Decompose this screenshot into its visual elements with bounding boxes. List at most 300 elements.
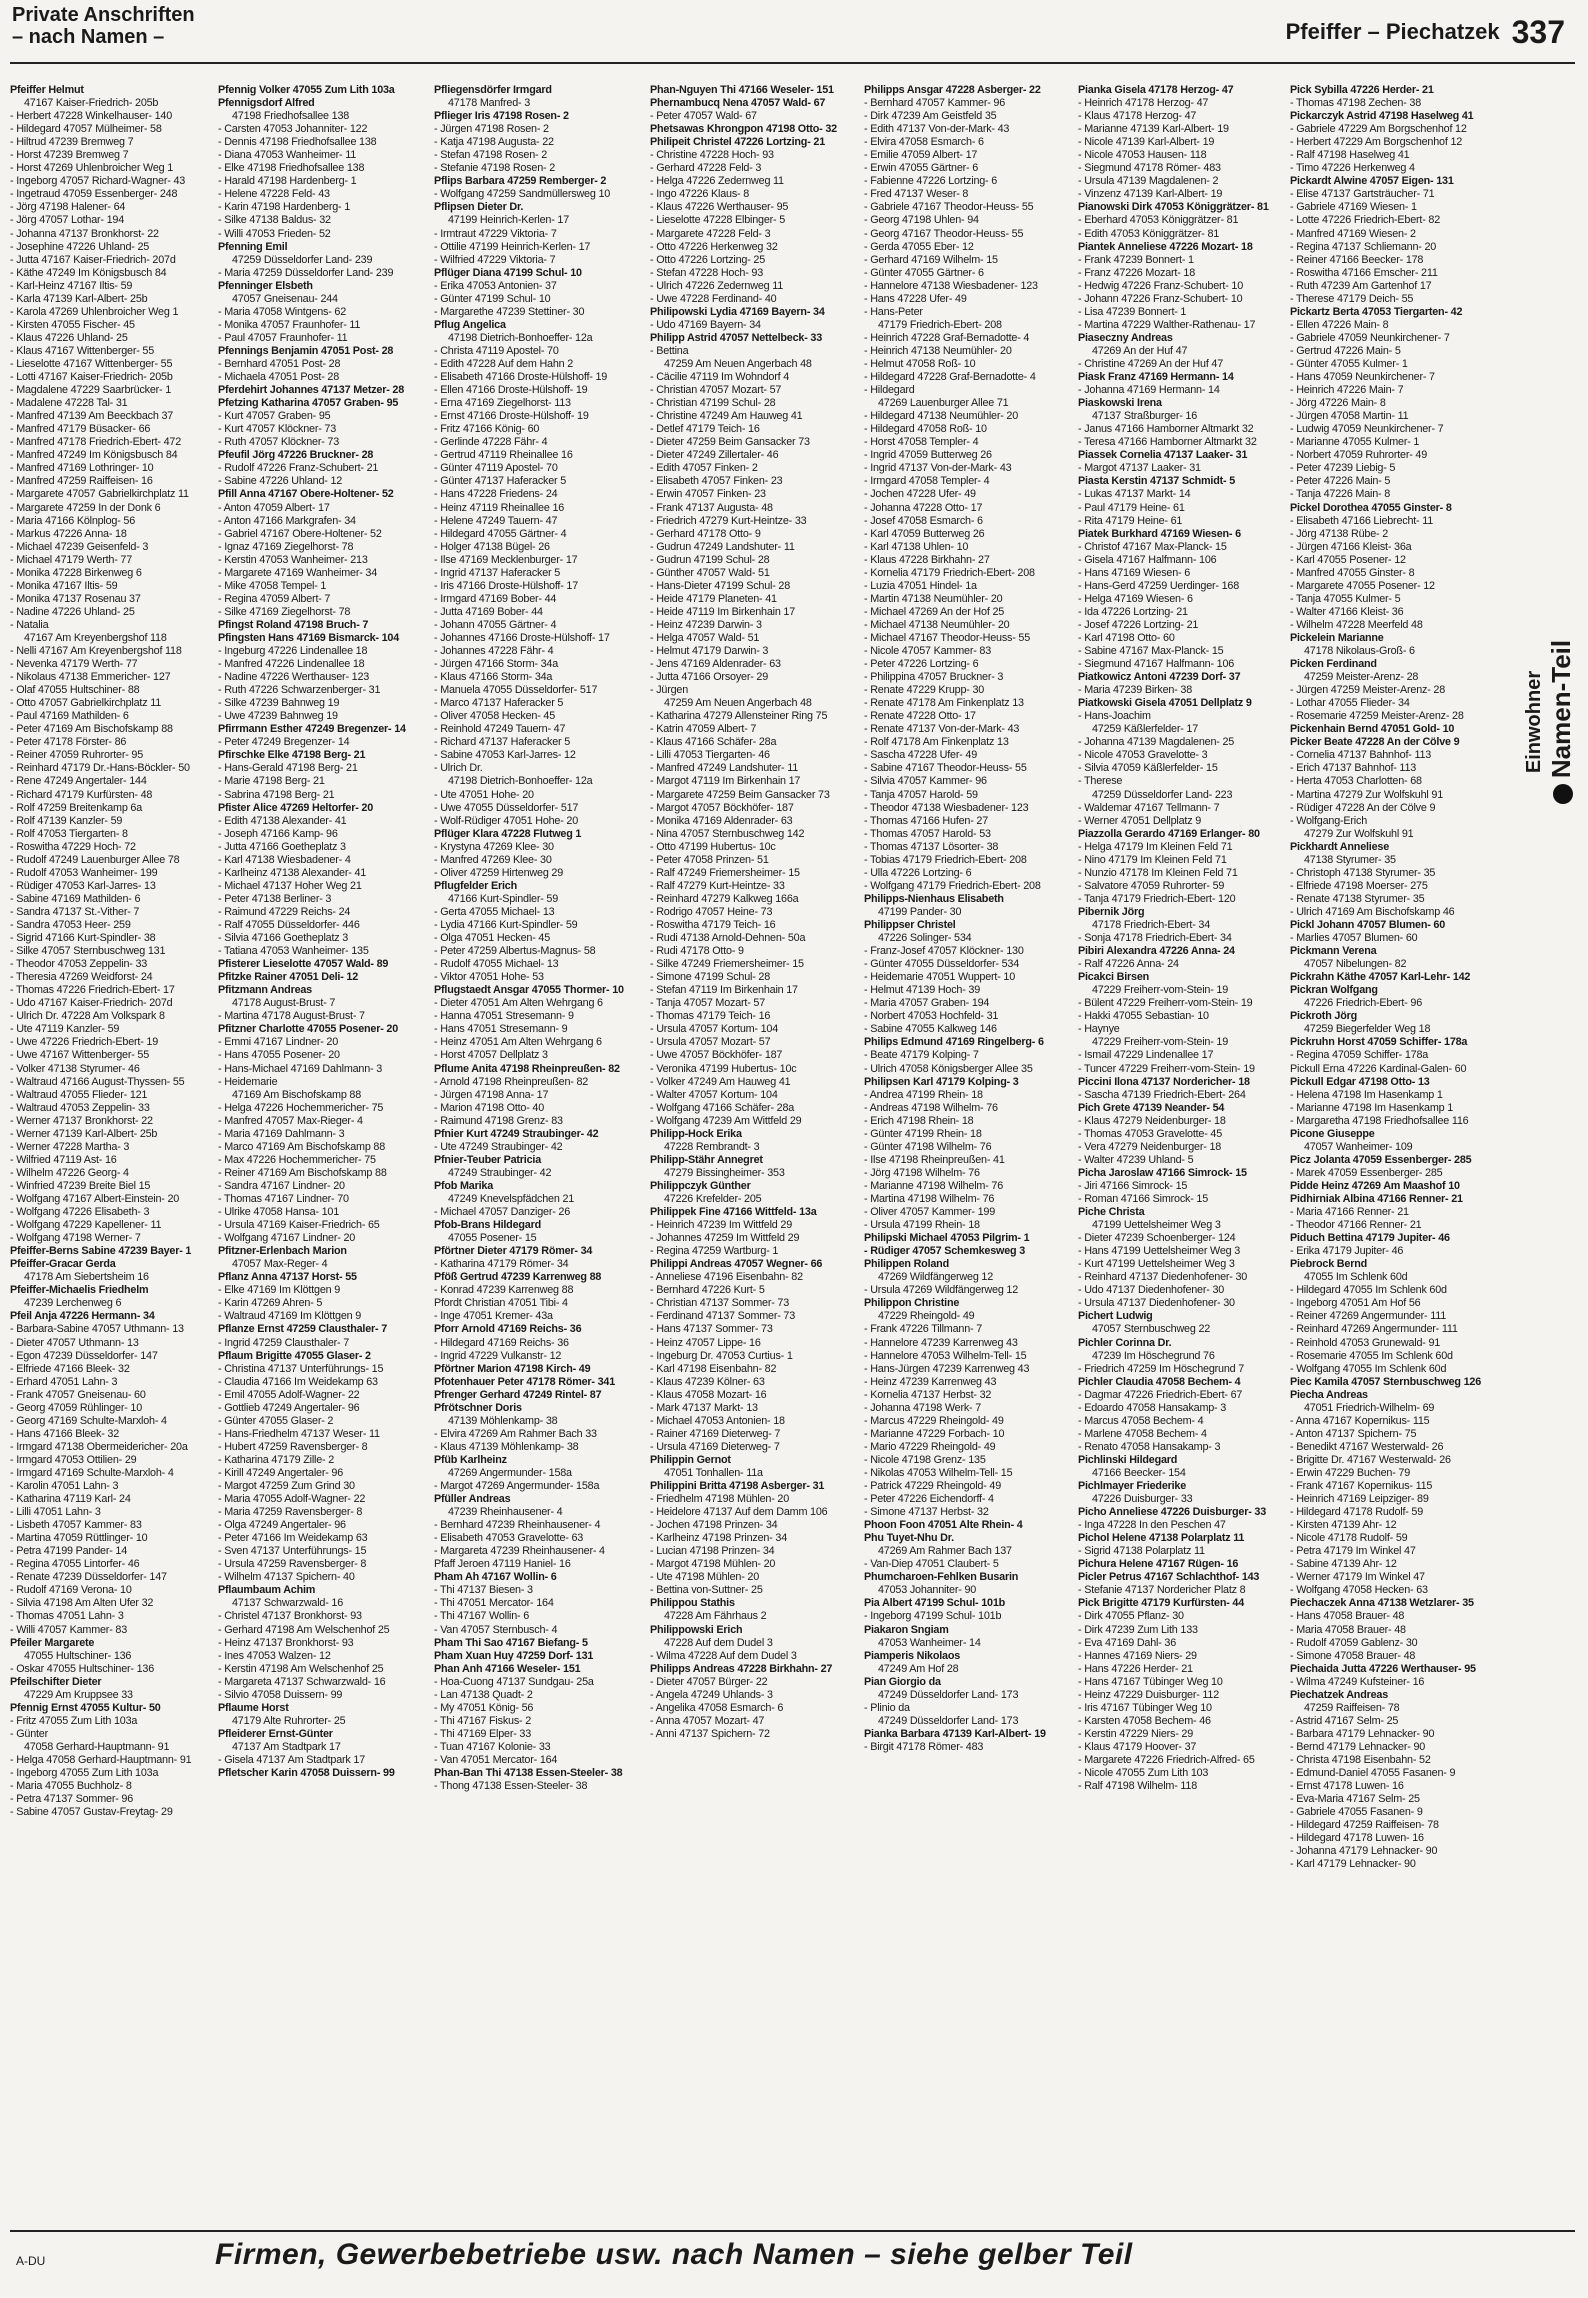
directory-entry-surname: Piche Christa — [1078, 1206, 1145, 1219]
directory-entry: - Sascha 47139 Friedrich-Ebert- 264 — [1078, 1088, 1246, 1101]
directory-entry: - Hildegard 47169 Reichs- 36 — [434, 1336, 569, 1349]
directory-entry-surname: Pichler Claudia 47058 Bechem- 4 — [1078, 1375, 1241, 1388]
directory-entry: 47229 Freiherr-vom-Stein- 19 — [1092, 1036, 1229, 1049]
directory-entry: - Sandra 47137 St.-Vither- 7 — [10, 905, 140, 918]
directory-entry: 47259 Am Neuen Angerbach 48 — [664, 697, 812, 710]
directory-entry: - Ingo 47226 Klaus- 8 — [650, 188, 750, 201]
directory-entry-surname: Piduch Bettina 47179 Jupiter- 46 — [1290, 1232, 1450, 1245]
directory-entry: - Ida 47226 Lortzing- 21 — [1078, 605, 1188, 618]
directory-entry: - Hubert 47259 Ravensberger- 8 — [218, 1440, 368, 1453]
directory-entry: - Silke 47169 Ziegelhorst- 78 — [218, 605, 351, 618]
directory-entry: - Jürgen — [650, 684, 689, 697]
directory-entry: - Helga 47057 Wald- 51 — [650, 631, 760, 644]
directory-entry: - Wolfgang 47058 Hecken- 63 — [1290, 1584, 1428, 1597]
directory-entry: - Günter 47055 Gärtner- 6 — [864, 266, 984, 279]
directory-entry: - Vinzenz 47139 Karl-Albert- 19 — [1078, 188, 1223, 201]
directory-entry: - Katrin 47059 Albert- 7 — [650, 723, 757, 736]
directory-entry-surname: Piaseczny Andreas — [1078, 331, 1173, 344]
directory-entry: - Arnold 47198 Rheinpreußen- 82 — [434, 1075, 589, 1088]
directory-entry: Pfordt Christian 47051 Tibi- 4 — [434, 1297, 568, 1310]
directory-entry: - Oliver 47057 Kammer- 199 — [864, 1206, 996, 1219]
directory-entry: - Josef 47058 Esmarch- 6 — [864, 514, 983, 527]
directory-entry: - Roswitha 47166 Emscher- 211 — [1290, 266, 1438, 279]
directory-entry: - Rene 47249 Angertaler- 144 — [10, 775, 147, 788]
directory-entry: - Iris 47166 Droste-Hülshoff- 17 — [434, 579, 579, 592]
directory-entry: 47167 Am Kreyenbergshof 118 — [24, 631, 167, 644]
directory-entry-surname: Piasta Kerstin 47137 Schmidt- 5 — [1078, 475, 1236, 488]
directory-entry: 47058 Gerhard-Hauptmann- 91 — [24, 1740, 170, 1753]
directory-entry: - Reiner 47169 Am Bischofskamp 88 — [218, 1166, 387, 1179]
directory-entry: - Emmi 47167 Lindner- 20 — [218, 1036, 339, 1049]
directory-entry: - Erwin 47057 Finken- 23 — [650, 488, 766, 501]
directory-entry: - Marek 47059 Essenberger- 285 — [1290, 1166, 1443, 1179]
directory-entry: - Marie 47198 Berg- 21 — [218, 775, 325, 788]
directory-entry: - Stefan 47119 Im Birkenhain 17 — [650, 984, 798, 997]
directory-entry: - Regina 47059 Schiffer- 178a — [1290, 1049, 1429, 1062]
directory-entry-surname: Pianowski Dirk 47053 Königgrätzer- 81 — [1078, 201, 1269, 214]
directory-entry-surname: Philippser Christel — [864, 919, 956, 931]
directory-entry-surname: Pickardt Alwine 47057 Eigen- 131 — [1290, 175, 1454, 188]
directory-entry: - Wilhelm 47226 Georg- 4 — [10, 1166, 129, 1179]
directory-entry: - Jürgen 47166 Storm- 34a — [434, 658, 559, 671]
directory-entry: - Karl 47198 Eisenbahn- 82 — [650, 1362, 777, 1375]
directory-entry: - Hildegard 47259 Raiffeisen- 78 — [1290, 1819, 1439, 1832]
directory-entry-surname: Piatek Burkhard 47169 Wiesen- 6 — [1078, 527, 1241, 540]
directory-entry: - Uwe 47226 Friedrich-Ebert- 19 — [10, 1036, 159, 1049]
directory-entry: 47198 Friedhofsallee 138 — [232, 110, 350, 123]
directory-entry: - Gertrud 47119 Rheinallee 16 — [434, 449, 573, 462]
directory-entry: - Michael 47057 Danziger- 26 — [434, 1206, 571, 1219]
directory-entry: - Angela 47249 Uhlands- 3 — [650, 1688, 773, 1701]
directory-entry: 47259 Meister-Arenz- 28 — [1304, 671, 1419, 684]
directory-entry: - Thomas 47057 Harold- 53 — [864, 827, 991, 840]
directory-entry-surname: Pham Ah 47167 Wollin- 6 — [434, 1571, 557, 1584]
directory-entry-surname: Phan-Ban Thi 47138 Essen-Steeler- 38 — [434, 1767, 623, 1780]
directory-entry-surname: Piecha Andreas — [1290, 1388, 1368, 1401]
directory-entry: - Regina 47259 Wartburg- 1 — [650, 1245, 779, 1258]
directory-entry: - Theresia 47269 Weidforst- 24 — [10, 971, 153, 984]
directory-entry: - Van 47057 Sternbusch- 4 — [434, 1623, 558, 1636]
directory-entry-surname: Pfeufil Jörg 47226 Bruckner- 28 — [218, 449, 374, 462]
directory-entry: - Käthe 47249 Im Königsbusch 84 — [10, 266, 167, 279]
directory-entry: - Nicole 47057 Kammer- 83 — [864, 645, 992, 658]
directory-entry: - Franz 47226 Mozart- 18 — [1078, 266, 1196, 279]
directory-entry: - Peter 47226 Lortzing- 6 — [864, 658, 979, 671]
directory-entry: 47269 An der Huf 47 — [1092, 344, 1188, 357]
directory-entry: - Michael 47167 Theodor-Heuss- 55 — [864, 631, 1031, 644]
directory-entry-surname: Pfennigsdorf Alfred — [218, 97, 315, 110]
directory-entry: - Lucian 47198 Prinzen- 34 — [650, 1545, 775, 1558]
directory-entry: - Heidelore 47137 Auf dem Damm 106 — [650, 1506, 828, 1519]
directory-entry: - Horst 47239 Bremweg 7 — [10, 149, 129, 162]
directory-entry: - Gudrun 47249 Landshuter- 11 — [650, 540, 795, 553]
directory-entry: - Oskar 47055 Hultschiner- 136 — [10, 1662, 155, 1675]
directory-entry: - Detlef 47179 Teich- 16 — [650, 423, 760, 436]
directory-entry: - Anton 47059 Albert- 17 — [218, 501, 330, 514]
directory-entry: - Reiner 47166 Beecker- 178 — [1290, 253, 1424, 266]
directory-entry: 47057 Nibelungen- 82 — [1304, 958, 1407, 971]
directory-entry-surname: Philipeit Christel 47226 Lortzing- 21 — [650, 136, 825, 149]
directory-entry: - Gabriele 47059 Neunkirchener- 7 — [1290, 331, 1450, 344]
directory-entry: - Jürgen 47259 Meister-Arenz- 28 — [1290, 684, 1446, 697]
directory-entry: - Peter 47259 Albertus-Magnus- 58 — [434, 945, 596, 958]
directory-entry: - Heidemarie — [218, 1075, 278, 1088]
directory-entry: 47269 Am Rahmer Bach 137 — [878, 1545, 1012, 1558]
directory-entry: - Reinhard 47279 Kalkweg 166a — [650, 892, 799, 905]
directory-entry: - Christian 47137 Sommer- 73 — [650, 1297, 790, 1310]
directory-entry: - Hans-Gerd 47259 Uerdinger- 168 — [1078, 579, 1240, 592]
directory-entry: 47166 Beecker- 154 — [1092, 1466, 1186, 1479]
directory-entry: - Tanja 47226 Main- 8 — [1290, 488, 1391, 501]
directory-entry: - Emil 47055 Adolf-Wagner- 22 — [218, 1388, 360, 1401]
directory-entry: 47259 Käßlerfelder- 17 — [1092, 723, 1199, 736]
directory-entry: - Kirsten 47055 Fischer- 45 — [10, 318, 135, 331]
directory-entry: - Silke 47138 Baldus- 32 — [218, 214, 331, 227]
directory-entry: - Silvia 47059 Käßlerfelder- 15 — [1078, 762, 1218, 775]
directory-entry: - Hannes 47169 Niers- 29 — [1078, 1649, 1197, 1662]
directory-entry-surname: Pfeil Anja 47226 Hermann- 34 — [10, 1310, 155, 1323]
directory-entry: - Christof 47167 Max-Planck- 15 — [1078, 540, 1227, 553]
directory-entry: - Ulrich Dr. 47228 Am Volkspark 8 — [10, 1010, 165, 1023]
directory-entry-surname: Pfirrmann Esther 47249 Bregenzer- 14 — [218, 723, 406, 736]
directory-entry: - Renate 47239 Düsseldorfer- 147 — [10, 1571, 167, 1584]
directory-entry: - Bernd 47179 Lehnacker- 90 — [1290, 1740, 1426, 1753]
directory-entry: - Monika 47167 Iltis- 59 — [10, 579, 118, 592]
directory-entry-surname: Philipski Michael 47053 Pilgrim- 1 — [864, 1232, 1030, 1245]
directory-entry: 47226 Duisburger- 33 — [1092, 1493, 1193, 1506]
directory-entry: - Irmgard 47058 Templer- 4 — [864, 475, 990, 488]
page-range-title — [1286, 14, 1565, 51]
directory-entry: 47199 Uettelsheimer Weg 3 — [1092, 1219, 1221, 1232]
directory-entry: - Hans 47166 Bleek- 32 — [10, 1427, 120, 1440]
directory-entry: - Silke 47239 Bahnweg 19 — [218, 697, 340, 710]
directory-entry: - Christoph 47138 Styrumer- 35 — [1290, 866, 1436, 879]
directory-entry: - Marianne 47139 Karl-Albert- 19 — [1078, 123, 1229, 136]
directory-entry-surname: Pförtner Marion 47198 Kirch- 49 — [434, 1362, 591, 1375]
directory-entry-surname: Pfister Alice 47269 Heltorfer- 20 — [218, 801, 374, 814]
footer-code: A-DU — [16, 2254, 46, 2268]
directory-entry: - Günter 47199 Rhein- 18 — [864, 1127, 982, 1140]
directory-entry-surname: Pfennig Ernst 47055 Kultur- 50 — [10, 1701, 161, 1714]
directory-entry-surname: Pflugstaedt Ansgar 47055 Thormer- 10 — [434, 984, 624, 997]
directory-entry: - Ingrid 47229 Vulkanstr- 12 — [434, 1349, 562, 1362]
directory-entry: - Nadine 47226 Werthauser- 123 — [218, 671, 370, 684]
directory-entry: - Ralf 47249 Friemersheimer- 15 — [650, 866, 800, 879]
directory-entry: - Katharina 47119 Karl- 24 — [10, 1493, 131, 1506]
directory-entry: - Eberhard 47053 Königgrätzer- 81 — [1078, 214, 1239, 227]
directory-entry: - Karl 47059 Butterweg 26 — [864, 527, 985, 540]
directory-entry: - Paul 47179 Heine- 61 — [1078, 501, 1185, 514]
directory-entry-surname: Picha Jaroslaw 47166 Simrock- 15 — [1078, 1166, 1247, 1179]
directory-entry: - Edoardo 47058 Hansakamp- 3 — [1078, 1401, 1227, 1414]
directory-entry-surname: Philippou Stathis — [650, 1597, 735, 1610]
directory-entry: - Karlheinz 47198 Prinzen- 34 — [650, 1532, 788, 1545]
directory-entry: - Sabine 47169 Mathilden- 6 — [10, 892, 141, 905]
directory-entry: - Irmgard 47053 Ottilien- 29 — [10, 1453, 137, 1466]
directory-entry: - Nicole 47178 Rudolf- 59 — [1290, 1532, 1408, 1545]
directory-entry-surname: Pfob-Brans Hildegard — [434, 1219, 541, 1232]
directory-entry-surname: Pflaume Horst — [218, 1701, 289, 1714]
directory-entry: - Helga 47226 Hochemmericher- 75 — [218, 1101, 384, 1114]
directory-entry: - Janus 47166 Hamborner Altmarkt 32 — [1078, 423, 1254, 436]
directory-entry: - Lilli 47053 Tiergarten- 46 — [650, 749, 770, 762]
directory-entry: - Dieter 47057 Bürger- 22 — [650, 1675, 768, 1688]
directory-entry: - Hedwig 47226 Franz-Schubert- 10 — [1078, 279, 1244, 292]
directory-entry: 47199 Heinrich-Kerlen- 17 — [448, 214, 570, 227]
directory-entry: - Wolfgang 47167 Lindner- 20 — [218, 1232, 356, 1245]
directory-entry: - Jürgen 47198 Rosen- 2 — [434, 123, 549, 136]
directory-entry: 47169 Am Bischofskamp 88 — [232, 1088, 362, 1101]
directory-entry: - Hanna 47051 Stresemann- 9 — [434, 1010, 574, 1023]
directory-entry: - Fritz 47055 Zum Lith 103a — [10, 1714, 138, 1727]
directory-entry: - Rolf 47053 Tiergarten- 8 — [10, 827, 128, 840]
directory-entry: - Kerstin 47229 Niers- 29 — [1078, 1727, 1194, 1740]
directory-entry: - Barbara-Sabine 47057 Uthmann- 13 — [10, 1323, 184, 1336]
directory-entry: - Kornelia 47179 Friedrich-Ebert- 208 — [864, 566, 1035, 579]
directory-entry: - Thomas 47053 Gravelotte- 45 — [1078, 1127, 1223, 1140]
directory-entry: - Johannes 47166 Droste-Hülshoff- 17 — [434, 631, 610, 644]
directory-entry: - Renate 47137 Von-der-Mark- 43 — [864, 723, 1020, 736]
directory-entry: - Wolfgang 47166 Schäfer- 28a — [650, 1101, 795, 1114]
directory-entry: - Manfred 47269 Klee- 30 — [434, 853, 552, 866]
directory-entry: - Volker 47249 Am Hauweg 41 — [650, 1075, 791, 1088]
directory-entry: - Gertrud 47226 Main- 5 — [1290, 344, 1401, 357]
directory-entry: 47229 Freiherr-vom-Stein- 19 — [1092, 984, 1229, 997]
directory-entry: - Maria 47057 Graben- 194 — [864, 997, 990, 1010]
directory-entry: - Theodor 47053 Zeppelin- 33 — [10, 958, 148, 971]
directory-entry: - Klaus 47179 Hoover- 37 — [1078, 1740, 1197, 1753]
directory-entry: - Stefanie 47198 Rosen- 2 — [434, 162, 556, 175]
directory-entry: - Klaus 47239 Kölner- 63 — [650, 1375, 765, 1388]
directory-entry: - Lisbeth 47057 Kammer- 83 — [10, 1519, 142, 1532]
directory-entry: - Sabine 47139 Ahr- 12 — [1290, 1558, 1397, 1571]
directory-entry: - Heinz 47239 Darwin- 3 — [650, 618, 762, 631]
directory-entry: - Irmgard 47138 Obermeidericher- 20a — [10, 1440, 188, 1453]
directory-entry: 47198 Dietrich-Bonhoeffer- 12a — [448, 331, 593, 344]
directory-entry: - Nina 47057 Sternbuschweg 142 — [650, 827, 805, 840]
directory-entry: - Rudolf 47053 Wanheimer- 199 — [10, 866, 158, 879]
directory-entry: - Hans-Gerald 47198 Berg- 21 — [218, 762, 358, 775]
directory-entry: 47226 Solinger- 534 — [878, 932, 972, 945]
directory-entry-surname: Pian Giorgio da — [864, 1675, 941, 1688]
directory-entry-surname: Pianka Gisela 47178 Herzog- 47 — [1078, 84, 1234, 96]
directory-entry: - Helene 47249 Tauern- 47 — [434, 514, 558, 527]
directory-entry-surname: Pfnier Kurt 47249 Straubinger- 42 — [434, 1127, 599, 1140]
directory-entry-surname: Piechaczek Anna 47138 Wetzlarer- 35 — [1290, 1597, 1474, 1610]
directory-entry: 47137 Am Stadtpark 17 — [232, 1740, 341, 1753]
directory-entry-surname: Piask Franz 47169 Hermann- 14 — [1078, 371, 1234, 384]
directory-entry: - Ulrich 47058 Königsberger Allee 35 — [864, 1062, 1033, 1075]
directory-entry: - Stefanie 47137 Nordericher Platz 8 — [1078, 1584, 1246, 1597]
directory-entry: - Werner 47179 Im Winkel 47 — [1290, 1571, 1425, 1584]
directory-entry: 47178 Am Siebertsheim 16 — [24, 1271, 149, 1284]
directory-entry: - Nicole 47053 Hausen- 118 — [1078, 149, 1207, 162]
name-range: Pfeiffer – Piechatzek — [1285, 19, 1500, 44]
directory-entry: - Sabine 47055 Kalkweg 146 — [864, 1023, 997, 1036]
directory-entry: - Josephine 47226 Uhland- 25 — [10, 240, 150, 253]
directory-entry: - Nicole 47055 Zum Lith 103 — [1078, 1767, 1209, 1780]
directory-entry-surname: Pichura Helene 47167 Rügen- 16 — [1078, 1558, 1239, 1571]
directory-entry: - Ulrich Dr. — [434, 762, 483, 775]
directory-entry: - Norbert 47053 Hochfeld- 31 — [864, 1010, 999, 1023]
directory-entry: - Karola 47269 Uhlenbroicher Weg 1 — [10, 305, 179, 318]
directory-entry: - Cäcilie 47119 Im Wohndorf 4 — [650, 371, 790, 384]
directory-entry: - Ulrich 47169 Am Bischofskamp 46 — [1290, 905, 1455, 918]
directory-entry: - Erna 47169 Ziegelhorst- 113 — [434, 397, 571, 410]
directory-entry: - Thomas 47137 Lösorter- 38 — [864, 840, 999, 853]
directory-entry-surname: Pichlinski Hildegard — [1078, 1453, 1178, 1466]
directory-entry: - Inge 47051 Kremer- 43a — [434, 1310, 553, 1323]
directory-entry: - Dieter 47239 Schoenberger- 124 — [1078, 1232, 1236, 1245]
directory-entry: - Birgit 47178 Römer- 483 — [864, 1740, 984, 1753]
directory-entry: - Ursula 47057 Kortum- 104 — [650, 1023, 779, 1036]
directory-entry: - Konrad 47239 Karrenweg 88 — [434, 1284, 574, 1297]
directory-entry: - Michaela 47051 Post- 28 — [218, 371, 340, 384]
directory-entry: - Plinio da — [864, 1701, 910, 1714]
directory-entry: - Michael 47179 Werth- 77 — [10, 553, 133, 566]
directory-entry: - Winfried 47239 Breite Biel 15 — [10, 1179, 151, 1192]
directory-entry: - Karin 47269 Ahren- 5 — [218, 1297, 323, 1310]
directory-entry: - Nevenka 47179 Werth- 77 — [10, 658, 138, 671]
directory-entry: - Peter 47057 Wald- 67 — [650, 110, 757, 123]
directory-entry: - Gisela 47167 Halfmann- 106 — [1078, 553, 1217, 566]
directory-entry: - Gerlinde 47228 Fähr- 4 — [434, 436, 548, 449]
directory-entry: - Jochen 47228 Ufer- 49 — [864, 488, 976, 501]
directory-entry: - Markus 47226 Anna- 18 — [10, 527, 127, 540]
directory-entry: - Maria 47058 Wintgens- 62 — [218, 305, 347, 318]
directory-entry: - Jürgen 47058 Martin- 11 — [1290, 410, 1409, 423]
directory-entry: - Irmgard 47169 Bober- 44 — [434, 592, 557, 605]
directory-entry-surname: Picz Jolanta 47059 Essenberger- 285 — [1290, 1153, 1472, 1166]
directory-entry: - Rodrigo 47057 Heine- 73 — [650, 905, 773, 918]
directory-entry: - Peter 47239 Liebig- 5 — [1290, 462, 1396, 475]
directory-entry: - Manfred 47179 Büsacker- 66 — [10, 423, 151, 436]
directory-entry: - Friedrich 47279 Kurt-Heintze- 33 — [650, 514, 807, 527]
directory-entry: - Peter 47178 Förster- 86 — [10, 736, 127, 749]
directory-entry: - Wolfgang 47198 Werner- 7 — [10, 1232, 141, 1245]
directory-entry: - Rudi 47178 Otto- 9 — [650, 945, 744, 958]
directory-entry: - Gabriele 47169 Wiesen- 1 — [1290, 201, 1417, 214]
directory-entry: - Margot 47057 Böckhöfer- 187 — [650, 801, 794, 814]
directory-entry: - Jutta 47167 Kaiser-Friedrich- 207d — [10, 253, 176, 266]
directory-entry: - Martin 47138 Neumühler- 20 — [864, 592, 1003, 605]
directory-entry: - Rüdiger 47053 Karl-Jarres- 13 — [10, 879, 156, 892]
directory-entry: - Walter 47057 Kortum- 104 — [650, 1088, 778, 1101]
directory-entry: - Van 47051 Mercator- 164 — [434, 1754, 558, 1766]
directory-entry: 47226 Friedrich-Ebert- 96 — [1304, 997, 1423, 1010]
directory-entry: - Franz-Josef 47057 Klöckner- 130 — [864, 945, 1024, 958]
directory-entry: - Sabine 47053 Karl-Jarres- 12 — [434, 749, 576, 762]
directory-entry: - Siegmund 47178 Römer- 483 — [1078, 162, 1221, 175]
directory-entry: 47055 Hultschiner- 136 — [24, 1649, 132, 1662]
directory-entry: - Günter 47055 Glaser- 2 — [218, 1414, 334, 1427]
directory-entry-surname: Piassek Cornelia 47137 Laaker- 31 — [1078, 449, 1248, 462]
directory-entry-surname: Pichol Helene 47138 Polarplatz 11 — [1078, 1532, 1245, 1545]
directory-entry: 47239 Im Höschegrund 76 — [1092, 1349, 1215, 1362]
directory-entry: 47055 Im Schlenk 60d — [1304, 1271, 1408, 1284]
directory-entry: - Beate 47179 Kolping- 7 — [864, 1049, 979, 1062]
directory-entry: - Ingrid 47059 Butterweg 26 — [864, 449, 992, 462]
directory-entry: - Ursula 47057 Mozart- 57 — [650, 1036, 771, 1049]
directory-entry: - Friedrich 47259 Im Höschegrund 7 — [1078, 1362, 1245, 1375]
directory-entry: - Christine 47269 An der Huf 47 — [1078, 357, 1224, 370]
directory-entry-surname: Philippi Andreas 47057 Wegner- 66 — [650, 1258, 823, 1271]
directory-entry-surname: Pfenning Emil — [218, 240, 288, 253]
directory-entry: - Cornelia 47137 Bahnhof- 113 — [1290, 749, 1432, 762]
directory-entry: - Lilli 47051 Lahn- 3 — [10, 1506, 101, 1519]
directory-entry: - Edith 47053 Königgrätzer- 81 — [1078, 227, 1220, 240]
directory-entry: - Klaus 47228 Birkhahn- 27 — [864, 553, 990, 566]
directory-entry: - Krystyna 47269 Klee- 30 — [434, 840, 554, 853]
directory-entry: - Christian 47057 Mozart- 57 — [650, 384, 782, 397]
directory-entry: - Karl 47055 Posener- 12 — [1290, 553, 1406, 566]
directory-entry-surname: Picone Giuseppe — [1290, 1127, 1375, 1140]
directory-entry: - Hans 47059 Neunkirchener- 7 — [1290, 371, 1435, 384]
directory-column-5 — [864, 84, 1073, 2209]
directory-entry: - Simone 47137 Herbst- 32 — [864, 1506, 989, 1519]
directory-entry: - Madalene 47228 Tal- 31 — [10, 397, 128, 410]
directory-entry: - Ralf 47198 Haselweg 41 — [1290, 149, 1410, 162]
directory-entry: - Uwe 47055 Düsseldorfer- 517 — [434, 801, 579, 814]
directory-entry: - Andreas 47198 Wilhelm- 76 — [864, 1101, 998, 1114]
directory-entry: - Elisabeth 47166 Liebrecht- 11 — [1290, 514, 1434, 527]
directory-entry: - Udo 47137 Diedenhofener- 30 — [1078, 1284, 1225, 1297]
footer-note: Firmen, Gewerbebetriebe usw. nach Namen – siehe gelber Teil — [215, 2238, 1133, 2271]
directory-entry: Pickull Erna 47226 Kardinal-Galen- 60 — [1290, 1062, 1467, 1075]
directory-entry: - Hans-Dieter 47199 Schul- 28 — [650, 579, 791, 592]
directory-entry: - Sandra 47167 Lindner- 20 — [218, 1179, 345, 1192]
directory-entry-surname: Pflieger Iris 47198 Rosen- 2 — [434, 110, 569, 123]
directory-entry: - Hildegard 47178 Rudolf- 59 — [1290, 1506, 1424, 1519]
directory-entry: - Manfred 47259 Raiffeisen- 16 — [10, 475, 153, 488]
directory-entry-surname: Pfeiffer-Berns Sabine 47239 Bayer- 1 — [10, 1245, 192, 1258]
directory-entry: - Ingeborg 47199 Schul- 101b — [864, 1610, 1002, 1623]
directory-entry: - Johanna 47169 Hermann- 14 — [1078, 384, 1220, 397]
directory-entry: - Ruth 47226 Schwarzenberger- 31 — [218, 684, 381, 697]
directory-entry: - Ludwig 47059 Neunkirchener- 7 — [1290, 423, 1444, 436]
directory-entry: - Hildegard 47178 Luwen- 16 — [1290, 1832, 1424, 1845]
directory-entry: - Bernhard 47051 Post- 28 — [218, 357, 341, 370]
directory-entry: - Roswitha 47179 Teich- 16 — [650, 919, 776, 931]
directory-entry: - Michael 47239 Geisenfeld- 3 — [10, 540, 149, 553]
directory-entry: - Uwe 47228 Ferdinand- 40 — [650, 292, 777, 305]
directory-entry: - Barbara 47179 Lehnacker- 90 — [1290, 1727, 1435, 1740]
directory-entry: - Manfred 47057 Max-Rieger- 4 — [218, 1114, 363, 1127]
directory-entry-surname: Piakaron Sngiam — [864, 1623, 949, 1636]
directory-entry: - Petra 47137 Sommer- 96 — [10, 1793, 134, 1806]
directory-entry: - Wolfgang 47259 Sandmüllersweg 10 — [434, 188, 611, 201]
directory-entry: - Peter 47226 Eichendorff- 4 — [864, 1493, 994, 1506]
side-tab-line1: Einwohner — [1523, 670, 1545, 774]
directory-entry: - Rudolf 47059 Gablenz- 30 — [1290, 1636, 1418, 1649]
directory-entry: - Peter 47058 Prinzen- 51 — [650, 853, 769, 866]
section-side-tab — [1520, 555, 1580, 895]
directory-entry: - Philippina 47057 Bruckner- 3 — [864, 671, 1004, 684]
directory-entry: - Klaus 47167 Wittenberger- 55 — [10, 344, 155, 357]
directory-entry-surname: Piazzolla Gerardo 47169 Erlanger- 80 — [1078, 827, 1260, 840]
directory-entry-surname: Piechatzek Andreas — [1290, 1688, 1389, 1701]
directory-entry: - Ulla 47226 Lortzing- 6 — [864, 866, 972, 879]
directory-entry: - Günter 47199 Schul- 10 — [434, 292, 551, 305]
directory-entry: - Helene 47228 Feld- 43 — [218, 188, 330, 201]
directory-entry: - Haynye — [1078, 1023, 1120, 1036]
directory-entry: - Nikolaus 47138 Emmericher- 127 — [10, 671, 171, 684]
directory-entry: - Rudi 47138 Arnold-Dehnen- 50a — [650, 932, 806, 945]
directory-entry: - Therese 47179 Deich- 55 — [1290, 292, 1414, 305]
directory-entry: - Otto 47057 Gabrielkirchplatz 11 — [10, 697, 162, 710]
directory-entry: - Helena 47198 Im Hasenkamp 1 — [1290, 1088, 1443, 1101]
directory-column-3 — [434, 84, 643, 2209]
